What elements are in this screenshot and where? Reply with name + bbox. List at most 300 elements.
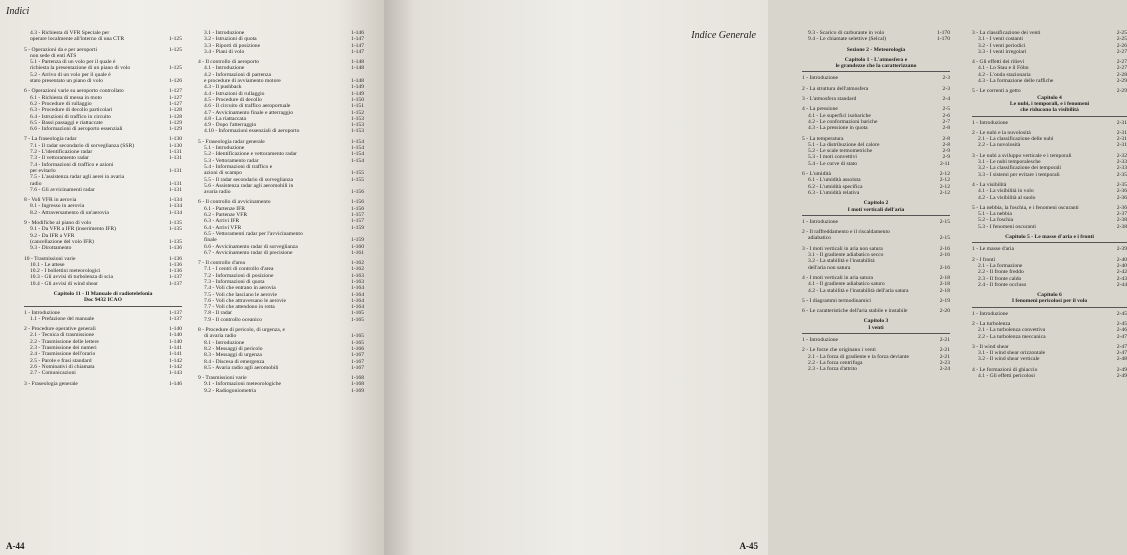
entry-title: 1.1 - Prefazione del manuale bbox=[30, 315, 95, 322]
entry-page: 2-26 bbox=[1116, 42, 1127, 49]
entry-title: 2.1 - La forza di gradiente e la forza deviante bbox=[808, 353, 909, 360]
entry-page: 2-21 bbox=[939, 347, 950, 354]
index-entry bbox=[802, 161, 950, 167]
index-entry bbox=[24, 126, 182, 132]
entry-title: le grandezze che la caratterizzano bbox=[835, 63, 917, 70]
entry-page: 2-31 bbox=[1116, 136, 1127, 143]
entry-title: 2.2 - Il fronte freddo bbox=[978, 269, 1024, 276]
entry-page: 2-42 bbox=[1116, 269, 1127, 276]
entry-page: 2-29 bbox=[1116, 88, 1127, 95]
index-entry bbox=[198, 388, 364, 394]
entry-title: Capitolo 5 - Le masse d'aria e i fronti bbox=[1005, 234, 1094, 241]
entry-page: 1-156 bbox=[350, 205, 364, 212]
entry-title: 4.3 - Il pushback bbox=[204, 84, 242, 91]
entry-page: 1-167 bbox=[350, 358, 364, 365]
entry-page: 2-11 bbox=[939, 160, 950, 167]
entry-page: 1-168 bbox=[350, 375, 364, 382]
entry-title: Capitolo 1 - L'atmosfera e bbox=[844, 56, 908, 63]
index-entry bbox=[972, 120, 1127, 126]
entry-page: 2-15 bbox=[939, 218, 950, 225]
entry-title: 5.3 - Vettoramento radar bbox=[204, 157, 259, 164]
entry-title: 6.5 - Vettoramenti radar per l'avvicinamento bbox=[204, 230, 303, 237]
page-number: A-44 bbox=[6, 541, 25, 551]
entry-title: 5.5 - Il radar secondario di sorveglianza bbox=[204, 176, 293, 183]
entry-title: 7.5 - Voli che lasciano le aerovie bbox=[204, 291, 277, 298]
divider bbox=[972, 242, 1127, 243]
entry-title: 7.5 - L'assistenza radar agli aerei in avaria bbox=[30, 174, 125, 181]
entry-page: 1-150 bbox=[350, 96, 364, 103]
index-entry bbox=[802, 96, 950, 102]
entry-title: 9 - Modifiche al piano di volo bbox=[24, 220, 92, 227]
entry-title: 1 - Introduzione bbox=[972, 119, 1009, 126]
entry-page: 1-154 bbox=[350, 138, 364, 145]
entry-page: 2-8 bbox=[942, 125, 950, 132]
entry-title: 2 - Le forze che originano i venti bbox=[802, 347, 876, 354]
entry-page: 2-35 bbox=[1116, 181, 1127, 188]
entry-title: Sezione 2 - Meteorologia bbox=[846, 46, 906, 53]
entry-page: 2-27 bbox=[1116, 59, 1127, 66]
entry-page: 1-134 bbox=[168, 209, 182, 216]
entry-title: I moti verticali dell'aria bbox=[847, 206, 905, 213]
entry-title: 2.7 - Comunicazioni bbox=[30, 370, 76, 377]
entry-title: Doc 9432 ICAO bbox=[84, 297, 122, 304]
index-entry bbox=[802, 265, 950, 271]
entry-page: 1-154 bbox=[350, 157, 364, 164]
entry-page: 2-36 bbox=[1116, 194, 1127, 201]
entry-title: 7 - La fraseologia radar bbox=[24, 136, 77, 143]
entry-page: 1-168 bbox=[350, 381, 364, 388]
entry-title: 2.3 - Il fronte caldo bbox=[978, 275, 1022, 282]
entry-page: 2-49 bbox=[1116, 373, 1127, 380]
entry-title: 5.4 - Informazioni di traffico e bbox=[204, 163, 273, 170]
entry-page: 2-9 bbox=[942, 154, 950, 161]
chapter-heading bbox=[802, 325, 950, 331]
entry-title: 5 - La temperatura bbox=[802, 135, 844, 142]
entry-title: 3.1 - Il gradiente adiabatico secco bbox=[808, 252, 884, 259]
entry-title: 10.3 - Gli avvisi di turbolenza di scia bbox=[30, 274, 113, 281]
entry-page: 2-31 bbox=[1116, 142, 1127, 149]
entry-page: 2-12 bbox=[939, 183, 950, 190]
entry-page: 2-32 bbox=[1116, 152, 1127, 159]
entry-page: 2-47 bbox=[1116, 350, 1127, 357]
entry-page: 2-12 bbox=[939, 171, 950, 178]
entry-title: I fenomeni pericolosi per il volo bbox=[1011, 298, 1088, 305]
entry-title: 8.1 - Ingresso in aerovia bbox=[30, 203, 85, 210]
entry-title: dell'aria non satura bbox=[808, 264, 851, 271]
entry-title: 2.6 - Nominativi di chiamata bbox=[30, 363, 95, 370]
index-entry bbox=[802, 75, 950, 81]
entry-title: stato presentato un piano di volo bbox=[30, 78, 103, 85]
index-entry bbox=[198, 365, 364, 371]
entry-title: 2.1 - La formazione bbox=[978, 262, 1023, 269]
entry-page: 1-155 bbox=[350, 170, 364, 177]
index-entry bbox=[972, 224, 1127, 230]
entry-page: 2-48 bbox=[1116, 356, 1127, 363]
index-entry bbox=[198, 128, 364, 134]
entry-page: 1-136 bbox=[168, 255, 182, 262]
entry-title: 2 - Procedure operative generali bbox=[24, 326, 96, 333]
entry-title: 3.1 - Introduzione bbox=[204, 30, 245, 36]
entry-page: 2-4 bbox=[942, 96, 950, 103]
index-entry bbox=[802, 337, 950, 343]
entry-page: 1-165 bbox=[350, 339, 364, 346]
entry-title: 1 - Introduzione bbox=[972, 310, 1009, 317]
entry-title: 3 - I moti verticali in aria non satura bbox=[802, 245, 883, 252]
entry-title: 3.4 - Piani di volo bbox=[204, 48, 245, 55]
entry-page: 1-156 bbox=[350, 189, 364, 196]
index-entry bbox=[802, 298, 950, 304]
entry-title: 10.2 - I bollettini meteorologici bbox=[30, 268, 101, 275]
entry-title: 6.1 - Richiesta di messa in moto bbox=[30, 94, 102, 101]
entry-page: 1-125 bbox=[168, 46, 182, 53]
entry-page: 1-162 bbox=[350, 266, 364, 273]
entry-title: 2 - La turbolenza bbox=[972, 320, 1011, 327]
entry-title: 4.1 - Lo Stau e il Föhn bbox=[978, 65, 1029, 72]
entry-title: 8.2 - Messaggi di pericolo bbox=[204, 345, 263, 352]
entry-title: 2.4 - Trasmissione dell'orario bbox=[30, 351, 96, 358]
chapter-heading bbox=[972, 234, 1127, 240]
entry-page: 1-142 bbox=[168, 357, 182, 364]
entry-title: non sede di enti ATS bbox=[30, 52, 77, 59]
index-entry bbox=[802, 366, 950, 372]
entry-title: 3.2 - Istruzioni di quota bbox=[204, 36, 257, 43]
index-column-1 bbox=[24, 30, 182, 387]
entry-title: 8.1 - Introduzione bbox=[204, 339, 245, 346]
entry-page: 1-131 bbox=[168, 167, 182, 174]
entry-title: 2.5 - Parole e frasi standard bbox=[30, 357, 92, 364]
entry-page: 2-40 bbox=[1116, 256, 1127, 263]
entry-title: 3 - L'atmosfera standard bbox=[802, 96, 857, 103]
entry-title: Le nubi, i temporali, e i fenomeni bbox=[1009, 100, 1090, 107]
index-entry bbox=[24, 381, 182, 387]
entry-title: 3.2 - I venti periodici bbox=[978, 42, 1026, 49]
entry-title: 6.7 - Avvicinamento radar di precisione bbox=[204, 249, 293, 256]
right-page bbox=[384, 0, 1127, 555]
entry-page: 2-20 bbox=[939, 308, 950, 315]
entry-page: 2-33 bbox=[1116, 165, 1127, 172]
entry-title: I venti bbox=[868, 324, 884, 331]
entry-title: 4.2 - La stabilità e l'instabilità dell'aria satura bbox=[808, 287, 909, 294]
entry-page: 1-167 bbox=[350, 352, 364, 359]
entry-page: 1-131 bbox=[168, 180, 182, 187]
entry-title: 3.1 - Le nubi temporalesche bbox=[978, 159, 1041, 166]
entry-page: 1-146 bbox=[168, 380, 182, 387]
entry-page: 1-146 bbox=[350, 30, 364, 36]
entry-title: 5.3 - I moti convettivi bbox=[808, 154, 857, 161]
entry-page: 1-127 bbox=[168, 100, 182, 107]
entry-title: 2 - I fronti bbox=[972, 256, 996, 263]
entry-page: 2-47 bbox=[1116, 343, 1127, 350]
entry-page: 2-18 bbox=[939, 281, 950, 288]
entry-page: 1-127 bbox=[168, 88, 182, 95]
entry-title: 2.1 - La classificazione delle nubi bbox=[978, 136, 1054, 143]
entry-title: 5 - Le correnti a getto bbox=[972, 88, 1021, 95]
index-column-2 bbox=[198, 30, 364, 394]
entry-title: 6 - L'umidità bbox=[802, 171, 831, 178]
entry-title: 9 - Trasmissioni varie bbox=[198, 375, 247, 382]
entry-title: 3.1 - I venti costanti bbox=[978, 36, 1023, 43]
entry-page: 2-15 bbox=[939, 235, 950, 242]
entry-page: 2-45 bbox=[1116, 310, 1127, 317]
entry-page: 2-33 bbox=[1116, 159, 1127, 166]
entry-page: 1-135 bbox=[168, 238, 182, 245]
index-entry bbox=[198, 250, 364, 256]
entry-page: 2-28 bbox=[1116, 71, 1127, 78]
entry-page: 1-137 bbox=[168, 274, 182, 281]
entry-title: di avaria radio bbox=[204, 333, 237, 340]
entry-title: 2.2 - La nuvolosità bbox=[978, 142, 1021, 149]
entry-title: 1 - Introduzione bbox=[802, 218, 839, 225]
entry-title: 7.8 - Il radar bbox=[204, 310, 232, 317]
entry-title: per evitarlo bbox=[30, 167, 56, 174]
entry-page: 1-164 bbox=[350, 285, 364, 292]
entry-title: 7.4 - Informazioni di traffico e azioni bbox=[30, 161, 114, 168]
entry-title: 7.9 - Il controllo oceanico bbox=[204, 316, 262, 323]
index-entry bbox=[972, 78, 1127, 84]
entry-page: 2-18 bbox=[939, 274, 950, 281]
divider bbox=[972, 116, 1127, 117]
entry-page: 1-130 bbox=[168, 142, 182, 149]
entry-page: 2-8 bbox=[942, 135, 950, 142]
entry-page: 1-154 bbox=[350, 145, 364, 152]
entry-title: 4.1 - Gli effetti pericolosi bbox=[978, 373, 1035, 380]
entry-title: radio bbox=[30, 180, 42, 187]
entry-page: 2-5 bbox=[942, 106, 950, 113]
entry-title: 7 - Il controllo d'area bbox=[198, 260, 245, 267]
entry-page: 1-125 bbox=[168, 65, 182, 72]
entry-page: 1-136 bbox=[168, 245, 182, 252]
chapter-heading bbox=[972, 298, 1127, 304]
entry-title: 4 - Il controllo di aeroporto bbox=[198, 59, 260, 66]
entry-page: 1-141 bbox=[168, 351, 182, 358]
entry-title: 9.3 - Dirottamento bbox=[30, 245, 72, 252]
entry-page: 1-164 bbox=[350, 304, 364, 311]
entry-title: 10.1 - Le attese bbox=[30, 261, 65, 268]
divider bbox=[802, 71, 950, 72]
entry-title: 6.3 - Arrivi IFR bbox=[204, 218, 240, 225]
entry-page: 1-130 bbox=[168, 136, 182, 143]
index-entry bbox=[24, 281, 182, 287]
entry-title: 1 - Le masse d'aria bbox=[972, 246, 1015, 253]
index-entry bbox=[972, 246, 1127, 252]
entry-title: 6 - Le caratteristiche dell'aria stabile e instabile bbox=[802, 308, 908, 315]
page-number: A-45 bbox=[739, 541, 758, 551]
entry-title: 5.6 - Assistenza radar agli aeromobili in bbox=[204, 182, 294, 189]
index-entry bbox=[802, 125, 950, 131]
entry-title: 6.1 - Partenze IFR bbox=[204, 205, 246, 212]
index-entry bbox=[972, 282, 1127, 288]
entry-page: 1-127 bbox=[168, 94, 182, 101]
entry-page: 2-18 bbox=[939, 287, 950, 294]
entry-title: 9.2 - Radiogoniometria bbox=[204, 387, 257, 394]
entry-title: 3 - Il wind shear bbox=[972, 343, 1009, 350]
entry-page: 1-137 bbox=[168, 309, 182, 316]
entry-page: 1-153 bbox=[350, 122, 364, 129]
entry-title: 8.4 - Discesa di emergenza bbox=[204, 358, 265, 365]
entry-page: 1-129 bbox=[168, 126, 182, 133]
index-entry bbox=[24, 210, 182, 216]
entry-title: 4.10 - Informazioni essenziali di aeroporto bbox=[204, 128, 300, 135]
entry-title: 6.1 - L'umidità assoluta bbox=[808, 177, 861, 184]
entry-title: 4.2 - L'onda stazionaria bbox=[978, 71, 1031, 78]
index-entry bbox=[972, 142, 1127, 148]
entry-title: 2 - Le nubi e la nuvolosità bbox=[972, 129, 1031, 136]
entry-page: 1-136 bbox=[168, 261, 182, 268]
entry-title: 7.6 - Voli che attraversano le aerovie bbox=[204, 297, 286, 304]
index-entry bbox=[198, 49, 364, 55]
entry-page: 2-25 bbox=[1116, 30, 1127, 36]
entry-page: 1-147 bbox=[350, 48, 364, 55]
entry-title: richiesta la presentazione di un piano di volo bbox=[30, 65, 131, 72]
entry-title: 3.2 - La stabilità e l'instabilità bbox=[808, 258, 875, 265]
entry-title: 4.1 - La visibilità in volo bbox=[978, 188, 1034, 195]
entry-page: 1-134 bbox=[168, 203, 182, 210]
entry-title: 4 - I moti verticali in aria satura bbox=[802, 274, 873, 281]
entry-title: 4 - La pressione bbox=[802, 106, 838, 113]
entry-page: 1-153 bbox=[350, 115, 364, 122]
chapter-heading bbox=[802, 47, 950, 53]
index-entry bbox=[972, 49, 1127, 55]
entry-title: 8.5 - Avaria radio agli aeromobili bbox=[204, 364, 279, 371]
entry-title: 4.8 - La riattaccata bbox=[204, 115, 246, 122]
entry-title: 3.1 - Il wind shear orizzontale bbox=[978, 350, 1046, 357]
entry-title: Capitolo 4 bbox=[1037, 94, 1062, 101]
entry-page: 1-128 bbox=[168, 107, 182, 114]
entry-title: 7.6 - Gli avvicinamenti radar bbox=[30, 186, 95, 193]
index-entry bbox=[802, 219, 950, 225]
entry-title: 3.2 - La classificazione dei temporali bbox=[978, 165, 1061, 172]
entry-page: 2-12 bbox=[939, 189, 950, 196]
entry-page: 2-31 bbox=[1116, 119, 1127, 126]
entry-title: 2.3 - Trasmissione dei numeri bbox=[30, 345, 97, 352]
entry-title: 4.4 - Istruzioni di rullaggio bbox=[204, 90, 265, 97]
index-entry bbox=[802, 308, 950, 314]
chapter-heading bbox=[802, 207, 950, 213]
entry-title: 6.6 - Avvicinamento radar di sorveglianza bbox=[204, 243, 298, 250]
entry-page: 1-131 bbox=[168, 155, 182, 162]
entry-page: 2-36 bbox=[1116, 188, 1127, 195]
entry-page: 1-136 bbox=[168, 268, 182, 275]
entry-page: 2-38 bbox=[1116, 223, 1127, 230]
index-entry bbox=[802, 190, 950, 196]
entry-page: 2-3 bbox=[942, 85, 950, 92]
entry-title: 6.3 - L'umidità relativa bbox=[808, 189, 860, 196]
entry-title: 5.2 - La foschia bbox=[978, 217, 1014, 224]
entry-page: 2-6 bbox=[942, 112, 950, 119]
entry-title: 4.1 - Il gradiente adiabatico saturo bbox=[808, 281, 885, 288]
entry-title: 6.4 - Istruzioni di traffico in circuito bbox=[30, 113, 111, 120]
entry-page: 2-44 bbox=[1116, 281, 1127, 288]
entry-title: 4.3 - La pressione in quota bbox=[808, 125, 868, 132]
entry-page: 2-19 bbox=[939, 297, 950, 304]
index-entry bbox=[24, 187, 182, 193]
entry-title: 3.2 - Il wind shear verticale bbox=[978, 356, 1040, 363]
entry-title: e procedure di avviamento motore bbox=[204, 78, 281, 85]
entry-title: 3 - Fraseologia generale bbox=[24, 380, 78, 387]
divider bbox=[972, 307, 1127, 308]
entry-page: 1-149 bbox=[350, 84, 364, 91]
entry-page: 1-165 bbox=[350, 333, 364, 340]
entry-page: 2-8 bbox=[942, 141, 950, 148]
entry-title: 7.2 - Informazioni di posizione bbox=[204, 272, 274, 279]
entry-title: 6.4 - Arrivi VFR bbox=[204, 224, 242, 231]
entry-page: 1-162 bbox=[350, 260, 364, 267]
index-entry bbox=[802, 288, 950, 294]
entry-title: finale bbox=[204, 237, 217, 244]
entry-title: 9.1 - Da VFR a IFR (inserimento IFR) bbox=[30, 226, 116, 233]
entry-title: 5.2 - Arrivo di un volo per il quale è bbox=[30, 71, 111, 78]
entry-title: che riducono la visibilità bbox=[1020, 107, 1079, 114]
page-header: Indice Generale bbox=[691, 30, 756, 41]
entry-page: 2-45 bbox=[1116, 320, 1127, 327]
entry-title: 8 - Voli VFR in aerovia bbox=[24, 197, 77, 204]
entry-title: 9.4 - Le chiamate selettive (Selcal) bbox=[808, 36, 886, 43]
entry-page: 1-151 bbox=[350, 103, 364, 110]
entry-title: 4 - Le formazioni di ghiaccio bbox=[972, 366, 1038, 373]
entry-title: 7.3 - Informazioni di quota bbox=[204, 278, 265, 285]
entry-page: 2-21 bbox=[939, 336, 950, 343]
entry-page: 1-140 bbox=[168, 326, 182, 333]
entry-title: 9.1 - Informazioni meteorologiche bbox=[204, 381, 282, 388]
entry-title: 10.4 - Gli avvisi di wind shear bbox=[30, 280, 98, 287]
entry-title: 2 - Il raffreddamento e il riscaldamento bbox=[802, 229, 890, 236]
entry-page: 1-129 bbox=[168, 119, 182, 126]
entry-page: 1-160 bbox=[350, 243, 364, 250]
entry-page: 1-166 bbox=[350, 345, 364, 352]
entry-title: 4 - Gli effetti dei rilievi bbox=[972, 59, 1025, 66]
entry-title: 4.3 - La formazione delle raffiche bbox=[978, 78, 1054, 85]
entry-page: 1-148 bbox=[350, 78, 364, 85]
index-entry bbox=[24, 245, 182, 251]
entry-page: 2-7 bbox=[942, 118, 950, 125]
index-column-4 bbox=[972, 30, 1127, 379]
entry-title: 5.1 - La distribuzione del calore bbox=[808, 141, 880, 148]
entry-title: 7.3 - Il vettoramento radar bbox=[30, 155, 89, 162]
page-header: Indici bbox=[6, 6, 30, 17]
entry-title: 5.3 - I fenomeni oscuranti bbox=[978, 223, 1036, 230]
entry-page: 1-125 bbox=[168, 36, 182, 43]
entry-page: 2-36 bbox=[1116, 204, 1127, 211]
entry-title: 7.2 - L'identificazione radar bbox=[30, 149, 93, 156]
entry-title: 5.1 - La nebbia bbox=[978, 211, 1012, 218]
entry-title: 6.2 - Procedure di rullaggio bbox=[30, 100, 92, 107]
entry-title: 7.4 - Voli che entrano in aerovia bbox=[204, 285, 276, 292]
entry-page: 2-9 bbox=[942, 148, 950, 155]
entry-page: 2-46 bbox=[1116, 327, 1127, 334]
index-entry bbox=[972, 172, 1127, 178]
entry-title: 6.2 - L'umidità specifica bbox=[808, 183, 863, 190]
entry-title: 4.5 - Procedure di decollo bbox=[204, 96, 262, 103]
entry-page: 1-143 bbox=[168, 370, 182, 377]
entry-page: 2-16 bbox=[939, 264, 950, 271]
entry-page: 2-23 bbox=[939, 359, 950, 366]
entry-title: 7.1 - I centri di controllo d'area bbox=[204, 266, 274, 273]
divider bbox=[802, 333, 950, 334]
entry-page: 1-140 bbox=[168, 338, 182, 345]
entry-page: 1-154 bbox=[350, 151, 364, 158]
index-column-3 bbox=[802, 30, 950, 372]
entry-page: 1-137 bbox=[168, 280, 182, 287]
entry-page: 2-38 bbox=[1116, 217, 1127, 224]
entry-page: 2-49 bbox=[1116, 366, 1127, 373]
index-entry bbox=[198, 189, 364, 195]
index-entry bbox=[802, 86, 950, 92]
entry-title: operare localmente all'interno di una CTR bbox=[30, 36, 125, 43]
entry-page: 1-169 bbox=[350, 387, 364, 394]
chapter-heading bbox=[972, 107, 1127, 113]
entry-title: 4 - La visibilità bbox=[972, 181, 1007, 188]
entry-title: 5.1 - Partenza di un volo per il quale è bbox=[30, 59, 116, 66]
